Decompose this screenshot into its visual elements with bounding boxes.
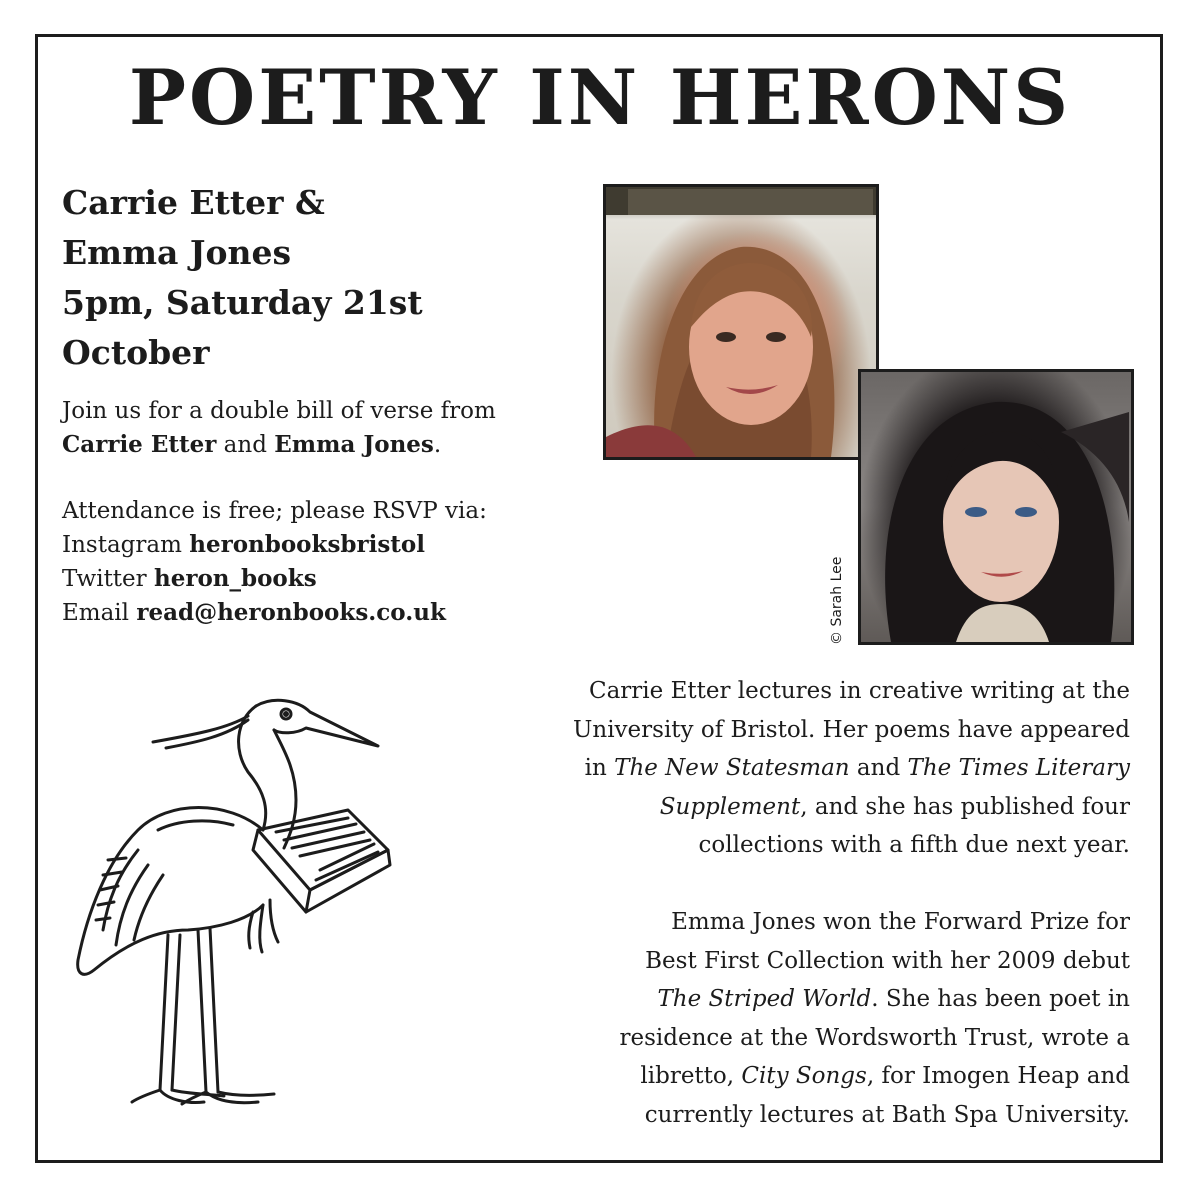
book-title: The Striped World (657, 986, 872, 1012)
bio-line (470, 980, 1130, 1019)
rsvp-twitter (62, 562, 602, 596)
twitter-label: Twitter (62, 566, 154, 592)
event-headline (62, 178, 582, 378)
headline-poets-line-1: Carrie Etter & (62, 183, 325, 222)
carrie-etter-photo (603, 184, 879, 460)
carrie-portrait-icon (606, 187, 876, 457)
email-label: Email (62, 600, 137, 626)
headline-poets-line-2: Emma Jones (62, 233, 292, 272)
bio-line: residence at the Wordsworth Trust, wrote a (619, 1024, 1130, 1051)
emma-portrait-icon (861, 372, 1131, 642)
bio-line (470, 788, 1130, 827)
rsvp-heading: Attendance is free; please RSVP via: (62, 498, 487, 524)
bio-text: libretto, (640, 1063, 742, 1089)
publication-title: The Times Literary (907, 755, 1130, 781)
poet-name-emma: Emma Jones (274, 431, 434, 458)
bio-line: currently lectures at Bath Spa University. (644, 1101, 1130, 1128)
headline-date-line-2: October (62, 333, 210, 372)
bio-text: in (584, 755, 615, 781)
twitter-handle[interactable]: heron_books (153, 565, 317, 592)
bio-text: , and she has published four (800, 793, 1130, 820)
carrie-etter-bio (470, 672, 1130, 865)
poster-title: POETRY IN HERONS (128, 53, 1072, 142)
publication-title: Supplement (659, 793, 801, 820)
headline-date-line-1: 5pm, Saturday 21st (62, 283, 423, 322)
intro-line-1: Join us for a double bill of verse from (62, 398, 496, 424)
instagram-handle[interactable]: heronbooksbristol (189, 531, 425, 558)
event-intro (62, 395, 602, 630)
bio-line: Best First Collection with her 2009 debut (645, 947, 1130, 974)
bio-line: University of Bristol. Her poems have appeared (573, 716, 1130, 743)
rsvp-email (62, 596, 602, 630)
photo-credit: © Sarah Lee (829, 556, 845, 645)
email-address[interactable]: read@heronbooks.co.uk (136, 599, 446, 626)
poet-name-carrie: Carrie Etter (62, 431, 217, 458)
bio-line: collections with a fifth due next year. (698, 832, 1130, 858)
bio-text: . She has been poet in (871, 986, 1130, 1012)
bio-line: Emma Jones won the Forward Prize for (671, 909, 1130, 935)
intro-end: . (433, 432, 442, 458)
instagram-label: Instagram (62, 532, 190, 558)
bio-text: and (849, 755, 908, 781)
publication-title: The New Statesman (614, 755, 850, 781)
bio-text: , for Imogen Heap and (866, 1063, 1130, 1089)
bio-line (470, 1057, 1130, 1096)
emma-jones-bio (470, 903, 1130, 1134)
intro-line-2 (62, 428, 602, 462)
heron-reading-book-icon (48, 690, 398, 1150)
rsvp-instagram (62, 528, 602, 562)
bio-line (470, 749, 1130, 788)
intro-and: and (216, 432, 275, 458)
emma-jones-photo (858, 369, 1134, 645)
book-title: City Songs (741, 1063, 867, 1089)
bio-line: Carrie Etter lectures in creative writing at the (588, 678, 1130, 704)
